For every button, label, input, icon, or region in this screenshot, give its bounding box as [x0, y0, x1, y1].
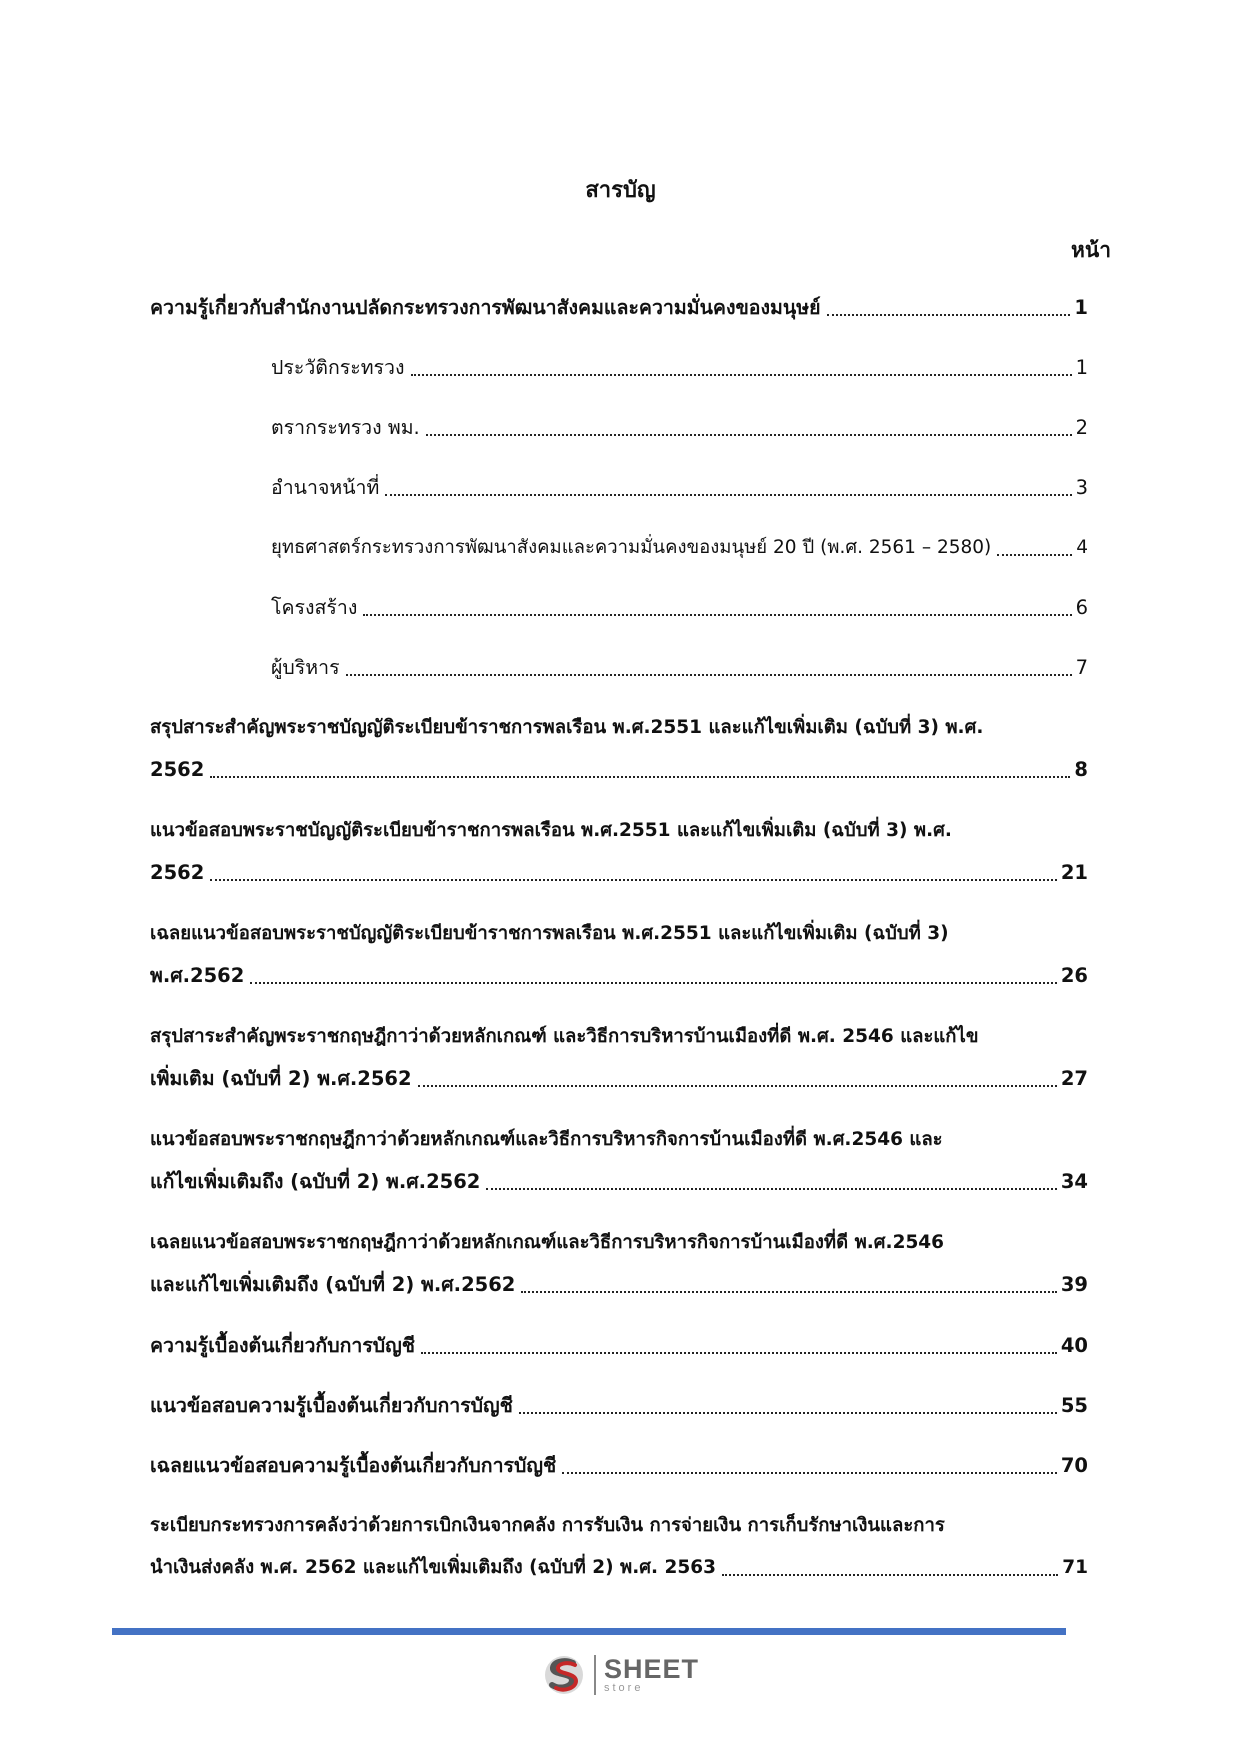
footer-rule	[112, 1628, 1066, 1635]
toc-entry-title: 2562	[150, 758, 205, 781]
dot-leader	[521, 1291, 1057, 1293]
dot-leader	[346, 674, 1072, 676]
dot-leader	[210, 879, 1057, 881]
toc-subentry[interactable]	[271, 413, 1088, 443]
toc-entry[interactable]	[150, 961, 1088, 991]
toc-entry-page: 3	[1075, 476, 1088, 499]
toc-entry-page: 55	[1060, 1394, 1088, 1417]
toc-subentry[interactable]	[271, 593, 1088, 623]
toc-entry-title: โครงสร้าง	[271, 596, 358, 619]
toc-entry-page: 1	[1075, 356, 1088, 379]
dot-leader	[250, 982, 1057, 984]
toc-entry-title-line1: แนวข้อสอบพระราชบัญญัติระเบียบข้าราชการพลเรือน พ.ศ.2551 และแก้ไขเพิ่มเติม (ฉบับที่ 3) พ.ศ.	[150, 820, 952, 841]
toc-entry-page: 4	[1076, 537, 1088, 558]
toc-entry-title: ประวัติกระทรวง	[271, 356, 405, 379]
toc-entry[interactable]	[150, 1331, 1088, 1361]
dot-leader	[210, 776, 1070, 778]
toc-entry-title-line1: ระเบียบกระทรวงการคลังว่าด้วยการเบิกเงินจากคลัง การรับเงิน การจ่ายเงิน การเก็บรักษาเงินและการ	[150, 1515, 945, 1536]
toc-entry-title-line1: เฉลยแนวข้อสอบพระราชกฤษฎีกาว่าด้วยหลักเกณฑ์และวิธีการบริหารกิจการบ้านเมืองที่ดี พ.ศ.2546	[150, 1232, 945, 1253]
dot-leader	[426, 434, 1072, 436]
toc-entry-page: 26	[1060, 964, 1088, 987]
toc-subentry[interactable]	[271, 533, 1088, 563]
toc-entry[interactable]	[150, 1553, 1088, 1583]
toc-entry-title: 2562	[150, 861, 205, 884]
toc-entry-title: เฉลยแนวข้อสอบความรู้เบื้องต้นเกี่ยวกับการบัญชี	[150, 1454, 557, 1477]
toc-entry-page: 34	[1060, 1170, 1088, 1193]
toc-entry[interactable]	[150, 1064, 1088, 1094]
toc-entry-title: ตรากระทรวง พม.	[271, 416, 420, 439]
dot-leader	[997, 554, 1072, 556]
logo-sub: store	[604, 1682, 644, 1694]
toc-entry-page: 71	[1062, 1557, 1088, 1578]
dot-leader	[486, 1188, 1056, 1190]
toc-entry-title-line1: สรุปสาระสำคัญพระราชบัญญัติระเบียบข้าราชการพลเรือน พ.ศ.2551 และแก้ไขเพิ่มเติม (ฉบับที่ 3) พ.ศ.	[150, 717, 984, 738]
logo-name: SHEET	[604, 1654, 700, 1684]
toc-subentry[interactable]	[271, 473, 1088, 503]
dot-leader	[385, 494, 1071, 496]
sheet-store-logo	[542, 1653, 699, 1697]
toc-entry[interactable]	[150, 1451, 1088, 1481]
toc-entry-title: ผู้บริหาร	[271, 656, 340, 679]
toc-entry-page: 2	[1075, 416, 1088, 439]
dot-leader	[519, 1412, 1057, 1414]
dot-leader	[722, 1574, 1058, 1576]
sheet-store-logo-icon	[542, 1653, 586, 1697]
toc-entry-title-line1: สรุปสาระสำคัญพระราชกฤษฎีกาว่าด้วยหลักเกณฑ์ และวิธีการบริหารบ้านเมืองที่ดี พ.ศ. 2546 และแก้ไข	[150, 1026, 979, 1047]
toc-entry-page: 7	[1075, 656, 1088, 679]
toc-entry-page: 21	[1060, 861, 1088, 884]
dot-leader	[363, 614, 1071, 616]
toc-entry-page: 39	[1060, 1273, 1088, 1296]
dot-leader	[418, 1085, 1057, 1087]
toc-entry-page: 27	[1060, 1067, 1088, 1090]
toc-entry-title: ยุทธศาสตร์กระทรวงการพัฒนาสังคมและความมั่นคงของมนุษย์ 20 ปี (พ.ศ. 2561 – 2580)	[271, 537, 992, 558]
toc-entry[interactable]	[150, 858, 1088, 888]
dot-leader	[421, 1352, 1057, 1354]
toc-entry-page: 70	[1060, 1454, 1088, 1477]
toc-entry[interactable]	[150, 1270, 1088, 1300]
toc-entry-page: 40	[1060, 1334, 1088, 1357]
toc-entry-title: นำเงินส่งคลัง พ.ศ. 2562 และแก้ไขเพิ่มเติมถึง (ฉบับที่ 2) พ.ศ. 2563	[150, 1557, 716, 1578]
dot-leader	[411, 374, 1072, 376]
toc-entry-title: แนวข้อสอบความรู้เบื้องต้นเกี่ยวกับการบัญชี	[150, 1394, 513, 1417]
toc-entry-title-line1: เฉลยแนวข้อสอบพระราชบัญญัติระเบียบข้าราชการพลเรือน พ.ศ.2551 และแก้ไขเพิ่มเติม (ฉบับที่ 3)	[150, 923, 949, 944]
toc-entry-title: ความรู้เกี่ยวกับสำนักงานปลัดกระทรวงการพัฒนาสังคมและความมั่นคงของมนุษย์	[150, 296, 821, 319]
toc-entry-page: 1	[1074, 296, 1088, 319]
toc-entry-title: เพิ่มเติม (ฉบับที่ 2) พ.ศ.2562	[150, 1067, 412, 1090]
page-column-header: หน้า	[1071, 238, 1111, 262]
toc-entry-page: 8	[1074, 758, 1088, 781]
toc-entry-title-line1: แนวข้อสอบพระราชกฤษฎีกาว่าด้วยหลักเกณฑ์และวิธีการบริหารกิจการบ้านเมืองที่ดี พ.ศ.2546 และ	[150, 1129, 943, 1150]
toc-entry[interactable]	[150, 1167, 1088, 1197]
logo-text	[604, 1656, 699, 1694]
toc-subentry[interactable]	[271, 353, 1088, 383]
toc-subentry[interactable]	[271, 653, 1088, 683]
toc-entry-title: ความรู้เบื้องต้นเกี่ยวกับการบัญชี	[150, 1334, 416, 1357]
dot-leader	[562, 1472, 1057, 1474]
toc-entry-title: และแก้ไขเพิ่มเติมถึง (ฉบับที่ 2) พ.ศ.2562	[150, 1273, 516, 1296]
toc-entry-title: พ.ศ.2562	[150, 964, 245, 987]
toc-entry-title: แก้ไขเพิ่มเติมถึง (ฉบับที่ 2) พ.ศ.2562	[150, 1170, 481, 1193]
toc-entry-title: อำนาจหน้าที่	[271, 476, 380, 499]
toc-title: สารบัญ	[585, 178, 656, 203]
toc-entry[interactable]	[150, 293, 1088, 323]
dot-leader	[827, 314, 1071, 316]
toc-entry-page: 6	[1075, 596, 1088, 619]
toc-entry[interactable]	[150, 755, 1088, 785]
logo-separator	[594, 1655, 596, 1695]
toc-entry[interactable]	[150, 1391, 1088, 1421]
